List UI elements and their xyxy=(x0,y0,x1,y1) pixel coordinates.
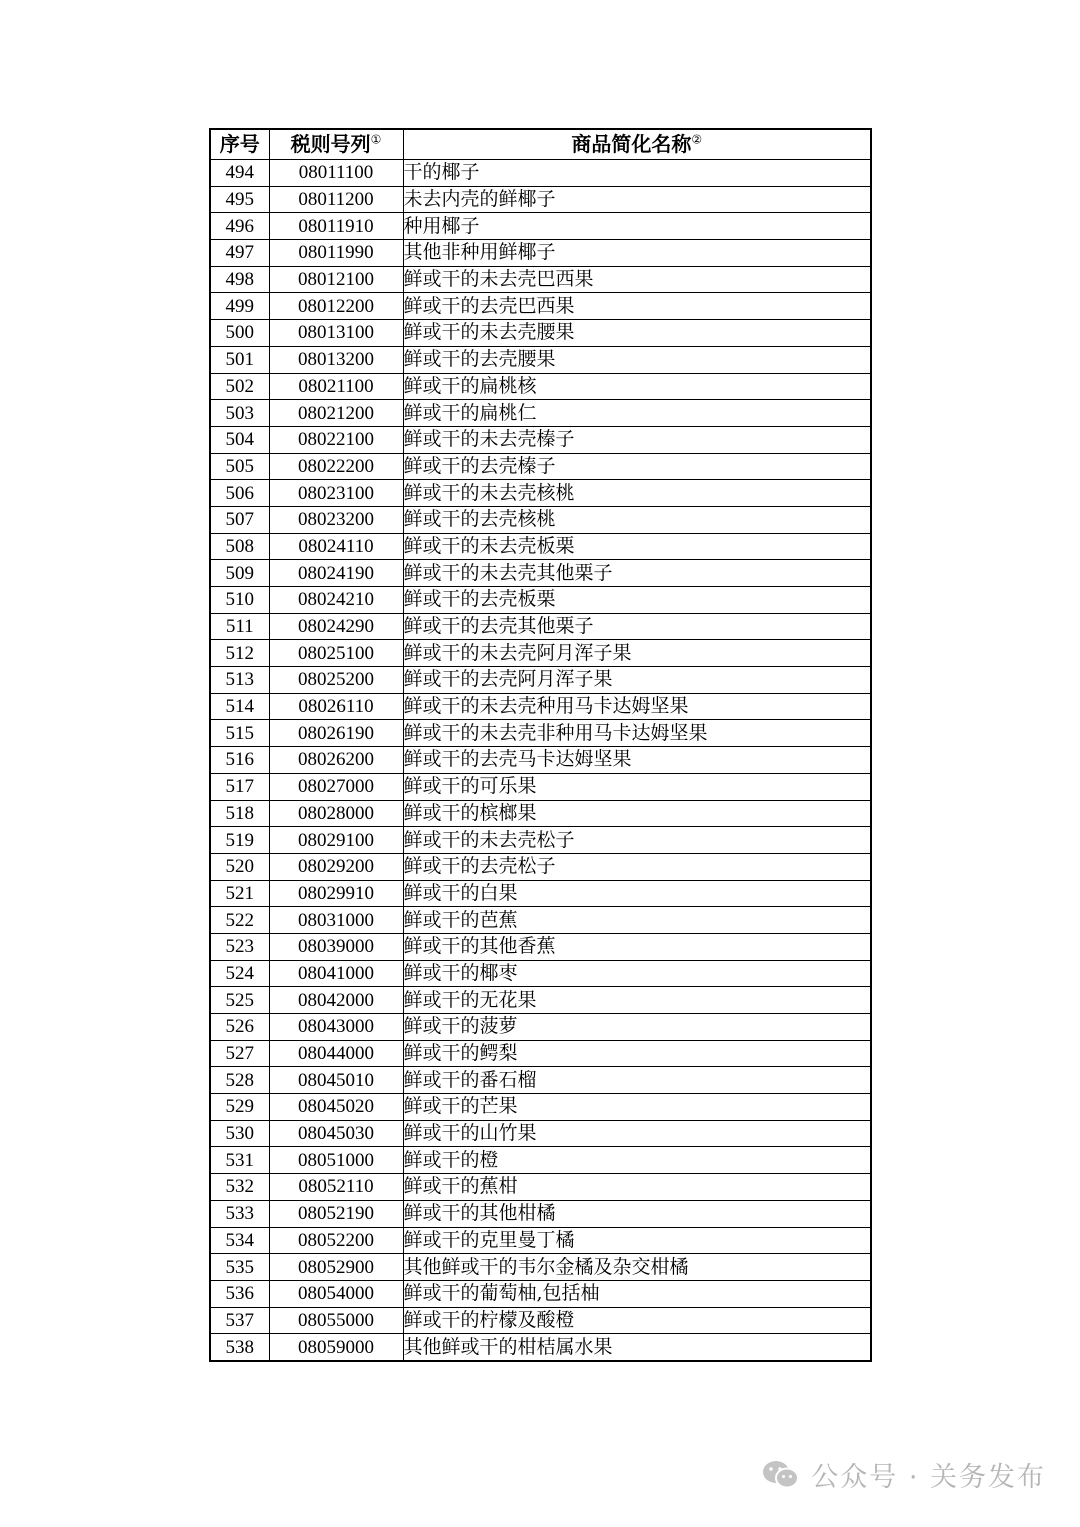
row-name-cell: 鲜或干的芭蕉 xyxy=(403,907,871,934)
row-seq-cell: 516 xyxy=(210,747,269,774)
table-row xyxy=(210,1040,871,1067)
row-seq-cell: 496 xyxy=(210,213,269,240)
row-code-cell: 08054000 xyxy=(269,1280,403,1307)
table-row xyxy=(210,1067,871,1094)
row-code-cell: 08029100 xyxy=(269,827,403,854)
row-name-cell: 鲜或干的未去壳核桃 xyxy=(403,480,871,507)
row-seq-cell: 533 xyxy=(210,1200,269,1227)
row-name-cell: 鲜或干的未去壳巴西果 xyxy=(403,266,871,293)
table-row xyxy=(210,960,871,987)
row-name-cell: 鲜或干的未去壳其他栗子 xyxy=(403,560,871,587)
row-seq-cell: 532 xyxy=(210,1174,269,1201)
row-code-cell: 08052200 xyxy=(269,1227,403,1254)
wechat-icon xyxy=(761,1459,801,1491)
row-code-cell: 08055000 xyxy=(269,1307,403,1334)
table-row xyxy=(210,933,871,960)
footnote-marker-2: ② xyxy=(691,132,703,147)
row-seq-cell: 510 xyxy=(210,587,269,614)
table-row xyxy=(210,640,871,667)
tariff-table xyxy=(209,128,872,1362)
row-name-cell: 鲜或干的槟榔果 xyxy=(403,800,871,827)
row-code-cell: 08052900 xyxy=(269,1254,403,1281)
table-row xyxy=(210,773,871,800)
row-name-cell: 鲜或干的其他柑橘 xyxy=(403,1200,871,1227)
row-name-cell: 鲜或干的未去壳松子 xyxy=(403,827,871,854)
row-seq-cell: 522 xyxy=(210,907,269,934)
table-row xyxy=(210,373,871,400)
header-name: 商品简化名称② xyxy=(403,129,871,160)
row-code-cell: 08029910 xyxy=(269,880,403,907)
row-seq-cell: 500 xyxy=(210,320,269,347)
table-row xyxy=(210,907,871,934)
row-code-cell: 08012100 xyxy=(269,266,403,293)
row-code-cell: 08023200 xyxy=(269,506,403,533)
row-name-cell: 其他非种用鲜椰子 xyxy=(403,240,871,267)
row-seq-cell: 507 xyxy=(210,506,269,533)
row-seq-cell: 509 xyxy=(210,560,269,587)
row-name-cell: 其他鲜或干的韦尔金橘及杂交柑橘 xyxy=(403,1254,871,1281)
watermark-text: 公众号 · 关务发布 xyxy=(811,1462,1046,1493)
table-row xyxy=(210,720,871,747)
table-row xyxy=(210,240,871,267)
row-name-cell: 鲜或干的未去壳榛子 xyxy=(403,426,871,453)
row-name-cell: 鲜或干的葡萄柚,包括柚 xyxy=(403,1280,871,1307)
row-code-cell: 08029200 xyxy=(269,853,403,880)
row-name-cell: 鲜或干的未去壳板栗 xyxy=(403,533,871,560)
row-name-cell: 鲜或干的其他香蕉 xyxy=(403,933,871,960)
row-code-cell: 08052110 xyxy=(269,1174,403,1201)
row-code-cell: 08024190 xyxy=(269,560,403,587)
row-name-cell: 鲜或干的去壳马卡达姆坚果 xyxy=(403,747,871,774)
table-row xyxy=(210,1227,871,1254)
row-name-cell: 鲜或干的扁桃仁 xyxy=(403,400,871,427)
row-name-cell: 鲜或干的扁桃核 xyxy=(403,373,871,400)
header-code: 税则号列① xyxy=(269,129,403,160)
row-seq-cell: 506 xyxy=(210,480,269,507)
footnote-marker-1: ① xyxy=(370,132,382,147)
row-seq-cell: 531 xyxy=(210,1147,269,1174)
row-code-cell: 08013100 xyxy=(269,320,403,347)
row-code-cell: 08021200 xyxy=(269,400,403,427)
table-row xyxy=(210,1014,871,1041)
table-row xyxy=(210,747,871,774)
row-seq-cell: 530 xyxy=(210,1120,269,1147)
row-code-cell: 08051000 xyxy=(269,1147,403,1174)
row-seq-cell: 501 xyxy=(210,346,269,373)
row-code-cell: 08027000 xyxy=(269,773,403,800)
table-row xyxy=(210,880,871,907)
table-row xyxy=(210,827,871,854)
row-seq-cell: 499 xyxy=(210,293,269,320)
row-code-cell: 08031000 xyxy=(269,907,403,934)
row-name-cell: 鲜或干的去壳松子 xyxy=(403,853,871,880)
row-name-cell: 鲜或干的白果 xyxy=(403,880,871,907)
table-row xyxy=(210,560,871,587)
row-name-cell: 干的椰子 xyxy=(403,160,871,187)
row-name-cell: 鲜或干的克里曼丁橘 xyxy=(403,1227,871,1254)
row-code-cell: 08026190 xyxy=(269,720,403,747)
row-seq-cell: 524 xyxy=(210,960,269,987)
row-name-cell: 未去内壳的鲜椰子 xyxy=(403,186,871,213)
row-code-cell: 08021100 xyxy=(269,373,403,400)
table-row xyxy=(210,346,871,373)
table-row xyxy=(210,426,871,453)
table-row xyxy=(210,800,871,827)
table-row xyxy=(210,480,871,507)
row-code-cell: 08013200 xyxy=(269,346,403,373)
row-seq-cell: 523 xyxy=(210,933,269,960)
row-name-cell: 鲜或干的去壳榛子 xyxy=(403,453,871,480)
row-seq-cell: 511 xyxy=(210,613,269,640)
table-row xyxy=(210,213,871,240)
row-seq-cell: 494 xyxy=(210,160,269,187)
table-row xyxy=(210,987,871,1014)
table-row xyxy=(210,186,871,213)
row-code-cell: 08026200 xyxy=(269,747,403,774)
row-code-cell: 08025100 xyxy=(269,640,403,667)
row-seq-cell: 527 xyxy=(210,1040,269,1067)
header-seq: 序号 xyxy=(210,129,269,160)
table-row xyxy=(210,266,871,293)
row-code-cell: 08012200 xyxy=(269,293,403,320)
row-code-cell: 08023100 xyxy=(269,480,403,507)
row-seq-cell: 497 xyxy=(210,240,269,267)
row-seq-cell: 504 xyxy=(210,426,269,453)
row-seq-cell: 529 xyxy=(210,1094,269,1121)
row-code-cell: 08011100 xyxy=(269,160,403,187)
table-row xyxy=(210,1147,871,1174)
table-row xyxy=(210,1120,871,1147)
table-row xyxy=(210,1334,871,1361)
table-row xyxy=(210,506,871,533)
row-seq-cell: 520 xyxy=(210,853,269,880)
row-code-cell: 08026110 xyxy=(269,693,403,720)
row-code-cell: 08024210 xyxy=(269,587,403,614)
row-code-cell: 08028000 xyxy=(269,800,403,827)
row-code-cell: 08044000 xyxy=(269,1040,403,1067)
row-code-cell: 08042000 xyxy=(269,987,403,1014)
row-name-cell: 鲜或干的鳄梨 xyxy=(403,1040,871,1067)
row-name-cell: 鲜或干的去壳其他栗子 xyxy=(403,613,871,640)
row-seq-cell: 538 xyxy=(210,1334,269,1361)
table-row xyxy=(210,533,871,560)
row-name-cell: 鲜或干的去壳板栗 xyxy=(403,587,871,614)
table-header-row xyxy=(210,129,871,160)
row-seq-cell: 514 xyxy=(210,693,269,720)
row-name-cell: 鲜或干的去壳腰果 xyxy=(403,346,871,373)
table-row xyxy=(210,853,871,880)
table-body xyxy=(210,160,871,1361)
row-name-cell: 鲜或干的去壳核桃 xyxy=(403,506,871,533)
table-row xyxy=(210,613,871,640)
row-seq-cell: 505 xyxy=(210,453,269,480)
row-code-cell: 08022100 xyxy=(269,426,403,453)
row-name-cell: 鲜或干的去壳巴西果 xyxy=(403,293,871,320)
row-code-cell: 08011200 xyxy=(269,186,403,213)
table-row xyxy=(210,667,871,694)
watermark xyxy=(761,1455,1046,1494)
table-row xyxy=(210,587,871,614)
row-name-cell: 鲜或干的未去壳非种用马卡达姆坚果 xyxy=(403,720,871,747)
row-name-cell: 鲜或干的蕉柑 xyxy=(403,1174,871,1201)
row-name-cell: 鲜或干的橙 xyxy=(403,1147,871,1174)
table-row xyxy=(210,1307,871,1334)
row-seq-cell: 503 xyxy=(210,400,269,427)
row-seq-cell: 525 xyxy=(210,987,269,1014)
table-row xyxy=(210,293,871,320)
row-code-cell: 08024110 xyxy=(269,533,403,560)
table-row xyxy=(210,400,871,427)
row-seq-cell: 518 xyxy=(210,800,269,827)
row-seq-cell: 519 xyxy=(210,827,269,854)
row-code-cell: 08043000 xyxy=(269,1014,403,1041)
row-seq-cell: 498 xyxy=(210,266,269,293)
row-seq-cell: 534 xyxy=(210,1227,269,1254)
row-code-cell: 08025200 xyxy=(269,667,403,694)
row-seq-cell: 521 xyxy=(210,880,269,907)
row-seq-cell: 512 xyxy=(210,640,269,667)
row-code-cell: 08045020 xyxy=(269,1094,403,1121)
row-code-cell: 08039000 xyxy=(269,933,403,960)
table-row xyxy=(210,693,871,720)
row-name-cell: 鲜或干的芒果 xyxy=(403,1094,871,1121)
row-code-cell: 08022200 xyxy=(269,453,403,480)
row-code-cell: 08045030 xyxy=(269,1120,403,1147)
row-name-cell: 鲜或干的未去壳种用马卡达姆坚果 xyxy=(403,693,871,720)
row-seq-cell: 517 xyxy=(210,773,269,800)
row-code-cell: 08024290 xyxy=(269,613,403,640)
row-seq-cell: 535 xyxy=(210,1254,269,1281)
table-row xyxy=(210,1200,871,1227)
row-code-cell: 08052190 xyxy=(269,1200,403,1227)
row-seq-cell: 502 xyxy=(210,373,269,400)
row-code-cell: 08011910 xyxy=(269,213,403,240)
row-code-cell: 08059000 xyxy=(269,1334,403,1361)
row-name-cell: 鲜或干的无花果 xyxy=(403,987,871,1014)
table-row xyxy=(210,160,871,187)
row-code-cell: 08011990 xyxy=(269,240,403,267)
row-name-cell: 鲜或干的山竹果 xyxy=(403,1120,871,1147)
row-code-cell: 08041000 xyxy=(269,960,403,987)
row-name-cell: 鲜或干的椰枣 xyxy=(403,960,871,987)
row-name-cell: 鲜或干的柠檬及酸橙 xyxy=(403,1307,871,1334)
row-seq-cell: 526 xyxy=(210,1014,269,1041)
row-name-cell: 鲜或干的可乐果 xyxy=(403,773,871,800)
table-row xyxy=(210,320,871,347)
row-seq-cell: 508 xyxy=(210,533,269,560)
row-seq-cell: 536 xyxy=(210,1280,269,1307)
row-name-cell: 鲜或干的番石榴 xyxy=(403,1067,871,1094)
row-seq-cell: 537 xyxy=(210,1307,269,1334)
row-name-cell: 其他鲜或干的柑桔属水果 xyxy=(403,1334,871,1361)
row-seq-cell: 515 xyxy=(210,720,269,747)
row-seq-cell: 513 xyxy=(210,667,269,694)
table-row xyxy=(210,1254,871,1281)
row-name-cell: 鲜或干的去壳阿月浑子果 xyxy=(403,667,871,694)
table-row xyxy=(210,453,871,480)
row-code-cell: 08045010 xyxy=(269,1067,403,1094)
row-seq-cell: 528 xyxy=(210,1067,269,1094)
table-row xyxy=(210,1280,871,1307)
table-row xyxy=(210,1174,871,1201)
table-row xyxy=(210,1094,871,1121)
row-name-cell: 鲜或干的菠萝 xyxy=(403,1014,871,1041)
row-name-cell: 种用椰子 xyxy=(403,213,871,240)
row-name-cell: 鲜或干的未去壳阿月浑子果 xyxy=(403,640,871,667)
row-seq-cell: 495 xyxy=(210,186,269,213)
row-name-cell: 鲜或干的未去壳腰果 xyxy=(403,320,871,347)
